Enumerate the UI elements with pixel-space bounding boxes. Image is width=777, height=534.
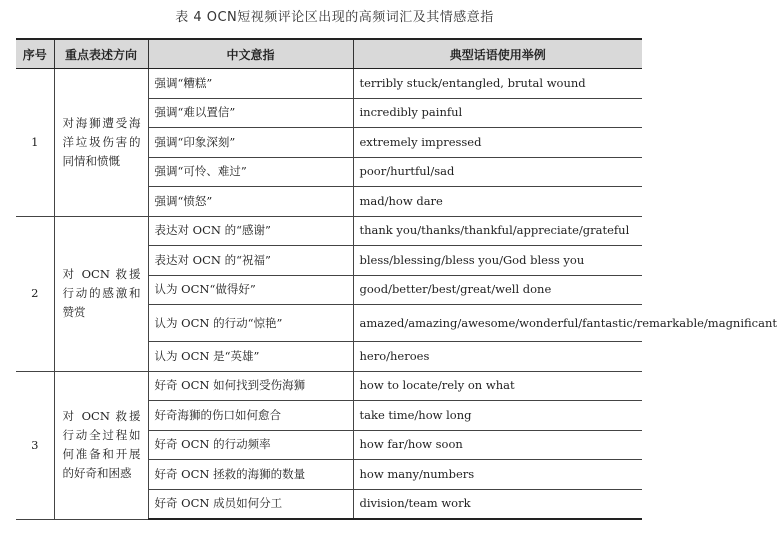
table-row xyxy=(16,216,642,246)
header-number: 序号 xyxy=(16,39,54,69)
meaning-cell: 强调“难以置信” xyxy=(148,98,353,128)
table-row xyxy=(16,69,642,99)
table-caption: 表 4 OCN短视频评论区出现的高频词汇及其情感意指 xyxy=(175,10,494,25)
meaning-cell: 好奇海狮的伤口如何愈合 xyxy=(148,401,353,431)
examples-cell: hero/heroes xyxy=(353,342,642,372)
meaning-cell: 表达对 OCN 的“祝福” xyxy=(148,246,353,276)
meaning-cell: 好奇 OCN 成员如何分工 xyxy=(148,489,353,519)
header-examples: 典型话语使用举例 xyxy=(353,39,642,69)
meaning-cell: 表达对 OCN 的“感谢” xyxy=(148,216,353,246)
meaning-cell: 强调“愤怒” xyxy=(148,187,353,217)
meaning-cell: 认为 OCN 的行动“惊艳” xyxy=(148,305,353,342)
meaning-cell: 好奇 OCN 拯救的海狮的数量 xyxy=(148,460,353,490)
examples-cell: take time/how long xyxy=(353,401,642,431)
group-topic: 对海狮遭受海洋垃圾伤害的同情和愤慨 xyxy=(54,69,148,217)
examples-cell: extremely impressed xyxy=(353,128,642,158)
group-topic: 对 OCN 救援行动全过程如何准备和开展的好奇和困惑 xyxy=(54,371,148,519)
meaning-cell: 认为 OCN“做得好” xyxy=(148,275,353,305)
meaning-cell: 好奇 OCN 的行动频率 xyxy=(148,430,353,460)
header-topic: 重点表述方向 xyxy=(54,39,148,69)
examples-cell: good/better/best/great/well done xyxy=(353,275,642,305)
vocabulary-table xyxy=(16,38,777,520)
header-row xyxy=(16,39,642,69)
header-meaning: 中文意指 xyxy=(148,39,353,69)
examples-cell: poor/hurtful/sad xyxy=(353,157,642,187)
examples-cell: terribly stuck/entangled, brutal wound xyxy=(353,69,642,99)
group-topic: 对 OCN 救援行动的感激和赞赏 xyxy=(54,216,148,371)
examples-cell: how far/how soon xyxy=(353,430,642,460)
examples-cell: how many/numbers xyxy=(353,460,642,490)
meaning-cell: 强调“可怜、难过” xyxy=(148,157,353,187)
examples-cell: how to locate/rely on what xyxy=(353,371,642,401)
table-row xyxy=(16,371,642,401)
meaning-cell: 好奇 OCN 如何找到受伤海狮 xyxy=(148,371,353,401)
meaning-cell: 认为 OCN 是“英雄” xyxy=(148,342,353,372)
meaning-cell: 强调“印象深刻” xyxy=(148,128,353,158)
meaning-cell: 强调“糟糕” xyxy=(148,69,353,99)
examples-cell: bless/blessing/bless you/God bless you xyxy=(353,246,642,276)
examples-cell: thank you/thanks/thankful/appreciate/grateful xyxy=(353,216,642,246)
group-number: 2 xyxy=(16,216,54,371)
examples-cell: division/team work xyxy=(353,489,642,519)
group-number: 1 xyxy=(16,69,54,217)
examples-cell: amazed/amazing/awesome/wonderful/fantastic/remarkable/magnificant xyxy=(353,305,642,342)
group-number: 3 xyxy=(16,371,54,519)
examples-cell: incredibly painful xyxy=(353,98,642,128)
examples-cell: mad/how dare xyxy=(353,187,642,217)
